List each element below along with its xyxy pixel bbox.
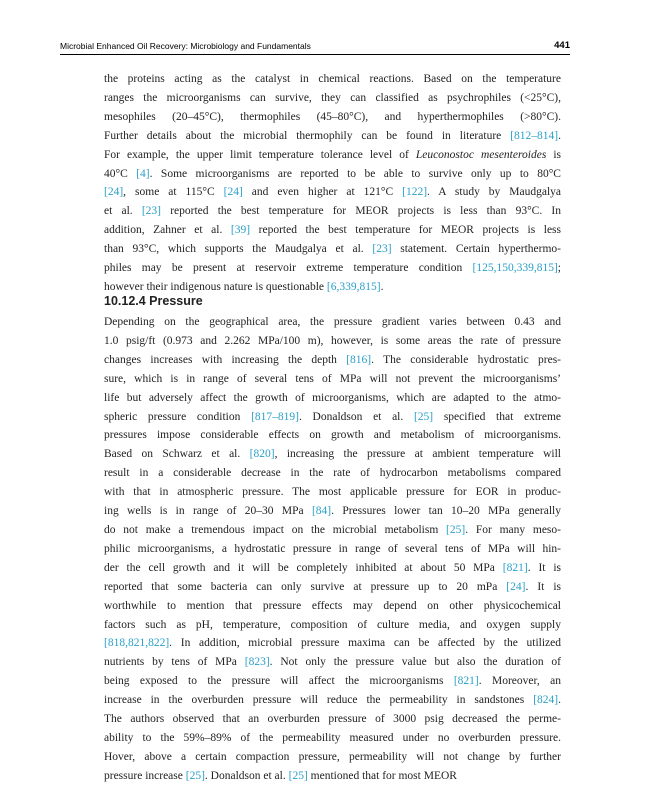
text-line: [104, 767, 561, 786]
line-text: . It is: [525, 580, 561, 593]
citation-link[interactable]: [816]: [346, 353, 372, 366]
text-line: [104, 127, 561, 146]
line-text: pressures impose considerable effects on growth and metabolism of microorganisms.: [104, 429, 561, 442]
citation-link[interactable]: [818,821,822]: [104, 637, 170, 650]
line-text: Further details about the microbial thermophily can be found in literature: [104, 129, 511, 142]
line-text: .: [380, 280, 384, 293]
text-line: [104, 483, 561, 502]
text-line: [104, 634, 561, 653]
line-text: Hover, above a certain compaction pressure, permeability will not change by further: [104, 750, 561, 763]
text-line: [104, 146, 561, 165]
line-text: than 93°C, which supports the Maudgalya et al.: [104, 243, 373, 256]
text-line: [104, 183, 561, 202]
line-text: philes may be present at reservoir extreme temperature condition: [104, 262, 473, 275]
line-text: philic microorganisms, a hydrostatic pressure in range of several tens of MPa will hin-: [104, 542, 561, 555]
line-text: . It is: [527, 561, 561, 574]
citation-link[interactable]: [821]: [502, 561, 528, 574]
citation-link[interactable]: [122]: [402, 186, 428, 199]
line-text: do not make a tremendous impact on the microbial metabolism: [104, 523, 447, 536]
citation-link[interactable]: [824]: [533, 694, 559, 707]
line-text: ranges the microorganisms can survive, they can classified as psychrophiles (<25°C),: [104, 91, 561, 104]
line-text: sure, which is in range of several tens of MPa will not prevent the microorganisms’: [104, 372, 561, 385]
running-title: Microbial Enhanced Oil Recovery: Microbiology and Fundamentals: [60, 41, 311, 51]
text-line: [104, 672, 561, 691]
line-text: . Some microorganisms are reported to be able to survive only up to 80°C: [149, 167, 561, 180]
line-text: nutrients by tens of MPa: [104, 656, 245, 669]
text-line: [104, 559, 561, 578]
citation-link[interactable]: [25]: [413, 410, 434, 423]
line-text: . A study by Maudgalya: [427, 186, 561, 199]
text-line: [104, 502, 561, 521]
citation-link[interactable]: [25]: [446, 523, 466, 536]
section-heading: 10.12.4 Pressure: [104, 294, 203, 308]
line-text: Depending on the geographical area, the pressure gradient varies between 0.43 and: [104, 316, 561, 328]
line-text: 40°C: [104, 167, 137, 180]
citation-link[interactable]: [24]: [506, 580, 526, 593]
citation-link[interactable]: [125,150,339,815]: [472, 262, 558, 275]
text-line: [104, 464, 561, 483]
citation-link[interactable]: [4]: [136, 167, 150, 180]
species-name: Leuconostoc mesenteroides: [415, 148, 547, 161]
text-line: [104, 408, 561, 427]
text-line: [104, 597, 561, 616]
line-text: statement. Certain hyperthermo-: [391, 243, 561, 256]
paragraph-temperature: [104, 70, 561, 297]
line-text: pressure increase: [104, 769, 186, 782]
line-text: ing wells is in range of 20–30 MPa: [104, 505, 312, 518]
line-text: The authors observed that an overburden pressure of 3000 psig decreased the perme-: [104, 713, 561, 726]
text-line: [104, 748, 561, 767]
line-text: . Moreover, an: [478, 675, 561, 688]
paragraph-pressure: [104, 313, 561, 786]
citation-link[interactable]: [823]: [244, 656, 270, 669]
text-line: [104, 445, 561, 464]
citation-link[interactable]: [84]: [311, 505, 332, 518]
line-text: addition, Zahner et al.: [104, 224, 231, 237]
line-text: result in a considerable decrease in the rate of hydrocarbon metabolisms compared: [104, 467, 561, 480]
line-text: changes increases with increasing the depth: [104, 353, 347, 366]
line-text: with that in atmospheric pressure. The most applicable pressure for EOR in produc-: [104, 486, 561, 499]
line-text: . Not only the pressure value but also the duration of: [269, 656, 562, 669]
citation-link[interactable]: [812–814]: [510, 129, 559, 142]
citation-link[interactable]: [821]: [453, 675, 479, 688]
text-line: [104, 108, 561, 127]
line-text: factors such as pH, temperature, composition of culture media, and oxygen supply: [104, 618, 561, 631]
line-text: . Donaldson et al.: [298, 410, 414, 423]
text-line: [104, 332, 561, 351]
line-text: however their indigenous nature is questionable: [104, 280, 327, 293]
text-line: [104, 578, 561, 597]
text-line: [104, 351, 561, 370]
text-line: [104, 653, 561, 672]
citation-link[interactable]: [817–819]: [251, 410, 299, 423]
line-text: .: [558, 129, 561, 142]
text-line: [104, 221, 561, 240]
text-line: [104, 370, 561, 389]
line-text: der the cell growth and it will be completely inhibited at about 50 MPa: [104, 561, 503, 574]
line-text: the proteins acting as the catalyst in chemical reactions. Based on the temperature: [104, 73, 561, 85]
line-text: being exposed to the pressure will affect the microorganisms: [104, 675, 454, 688]
line-text: life but adversely affect the growth of microorganisms, which are adapted to the atmo-: [104, 391, 561, 404]
line-text: .: [558, 694, 561, 707]
text-line: [104, 729, 561, 748]
citation-link[interactable]: [23]: [372, 243, 392, 256]
line-text: . In addition, microbial pressure maxima can be affected by the utilized: [169, 637, 561, 650]
line-text: reported the best temperature for MEOR projects is less: [250, 224, 561, 237]
citation-link[interactable]: [820]: [249, 448, 275, 461]
citation-link[interactable]: [6,339,815]: [326, 280, 381, 293]
line-text: mentioned that for most MEOR: [307, 769, 457, 782]
text-line: [104, 389, 561, 408]
text-line: [104, 240, 561, 259]
text-line: [104, 259, 561, 278]
text-line: [104, 313, 561, 332]
text-line: [104, 202, 561, 221]
text-line: [104, 521, 561, 540]
line-text: increase in the overburden pressure will reduce the permeability in sandstones: [104, 694, 534, 707]
citation-link[interactable]: [39]: [230, 224, 251, 237]
line-text: . For many meso-: [465, 523, 561, 536]
line-text: ;: [557, 262, 561, 275]
line-text: spheric pressure condition: [104, 410, 252, 423]
line-text: 1.0 psig/ft (0.973 and 2.262 MPa/100 m), however, is some areas the rate of pressure: [104, 334, 561, 347]
running-header: [60, 40, 570, 55]
line-text: For example, the upper limit temperature tolerance level of: [104, 148, 416, 161]
text-line: [104, 165, 561, 184]
line-text: ability to the 59%–89% of the permeability measured under no overburden pressure.: [104, 731, 561, 744]
citation-link[interactable]: [25]: [288, 769, 308, 782]
line-text: , increasing the pressure at ambient temperature will: [274, 448, 561, 461]
line-text: reported the best temperature for MEOR projects is less than 93°C. In: [161, 205, 561, 218]
line-text: is: [546, 148, 561, 161]
line-text: . Donaldson et al.: [204, 769, 289, 782]
line-text: . The considerable hydrostatic pres-: [371, 353, 562, 366]
text-line: [104, 691, 561, 710]
line-text: mesophiles (20–45°C), thermophiles (45–80°C), and hyperthermophiles (>80°C).: [104, 110, 561, 123]
citation-link[interactable]: [24]: [223, 186, 243, 199]
text-line: [104, 426, 561, 445]
text-line: [104, 89, 561, 108]
line-text: reported that some bacteria can only survive at pressure up to 20 mPa: [104, 580, 507, 593]
line-text: , some at 115°C: [123, 186, 224, 199]
citation-link[interactable]: [23]: [141, 205, 162, 218]
line-text: Based on Schwarz et al.: [104, 448, 250, 461]
line-text: . Pressures lower tan 10–20 MPa generally: [331, 505, 561, 518]
text-line: [104, 710, 561, 729]
line-text: specified that extreme: [433, 410, 561, 423]
text-line: [104, 70, 561, 89]
line-text: worthwhile to mention that pressure effects may depend on other physicochemical: [104, 599, 561, 612]
citation-link[interactable]: [25]: [185, 769, 205, 782]
page-number: 441: [554, 40, 570, 51]
citation-link[interactable]: [24]: [104, 186, 124, 199]
text-line: [104, 540, 561, 559]
line-text: et al.: [104, 205, 142, 218]
line-text: and even higher at 121°C: [242, 186, 403, 199]
text-line: [104, 616, 561, 635]
